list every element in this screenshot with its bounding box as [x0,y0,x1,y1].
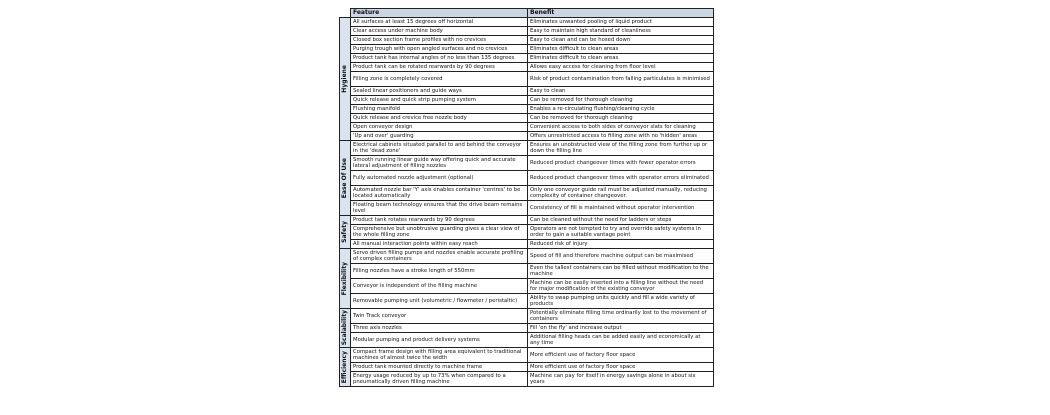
feature-cell: All surfaces at least 15 degrees off horizontal [351,18,528,27]
feature-cell: Quick release and crevice free nozzle body [351,114,528,123]
benefit-cell: More efficient use of factory floor space [528,348,714,363]
benefit-cell: Consistency of fill is maintained without operator intervention [528,201,714,216]
benefit-cell: Ability to swap pumping units quickly and fill a wide variety of products [528,294,714,309]
feature-cell: Compact frame design with filling area equivalent to traditional machines of almost twice the width [351,348,528,363]
feature-cell: All manual interaction points within easy reach [351,240,528,249]
table-row [340,264,714,279]
table-row [340,87,714,96]
feature-cell: Automated nozzle bar 'Y' axis enables container 'centres' to be located automatically [351,186,528,201]
benefit-cell: Easy to maintain high standard of cleanliness [528,27,714,36]
table-body [340,18,714,387]
benefit-cell: Additional filling heads can be added easily and economically at any time [528,333,714,348]
category-label: Flexibility [341,261,348,296]
feature-benefit-table [339,8,714,387]
table-row [340,96,714,105]
table-row [340,27,714,36]
table-row [340,279,714,294]
table-row [340,132,714,141]
benefit-cell: Easy to clean and can be hosed down [528,36,714,45]
table-row [340,186,714,201]
table-row [340,333,714,348]
table-row [340,240,714,249]
benefit-cell: Offers unrestricted access to filling zone with no 'hidden' areas [528,132,714,141]
feature-cell: Sealed linear positioners and guide ways [351,87,528,96]
table-row [340,141,714,156]
table-row [340,216,714,225]
feature-cell: Product tank can be rotated rearwards by 90 degrees [351,63,528,72]
benefit-cell: Machine can pay for itself in energy savings alone in about six years [528,372,714,387]
benefit-cell: Ensures an unobstructed view of the filling zone from further up or down the filling line [528,141,714,156]
feature-cell: Electrical cabinets situated parallel to and behind the conveyor in the 'dead zone' [351,141,528,156]
feature-cell: Product tank has internal angles of no less than 135 degrees [351,54,528,63]
category-cell [340,141,351,216]
benefit-cell: Can be removed for thorough cleaning [528,96,714,105]
table-row [340,63,714,72]
benefit-cell: Machine can be easily inserted into a filling line without the need for major modification of the existing conveyor [528,279,714,294]
table-row [340,171,714,186]
feature-benefit-sheet [339,8,713,387]
category-label: Efficiency [341,350,348,384]
feature-cell: Quick release and quick strip pumping system [351,96,528,105]
benefit-cell: Operators are not tempted to try and override safety systems in order to gain a suitable vantage point [528,225,714,240]
category-label: Scalability [341,310,348,346]
table-row [340,18,714,27]
table-row [340,45,714,54]
table-row [340,309,714,324]
table-row [340,54,714,63]
feature-cell: Conveyor is independent of the filling machine [351,279,528,294]
feature-cell: 'Up and over' guarding [351,132,528,141]
category-cell [340,216,351,249]
table-row [340,36,714,45]
benefit-cell: Can be cleaned without the need for ladders or steps [528,216,714,225]
category-cell [340,18,351,141]
feature-cell: Clear access under machine body [351,27,528,36]
table-row [340,294,714,309]
table-row [340,372,714,387]
category-label: Hygiene [341,65,348,93]
benefit-cell: Eliminates unwanted pooling of liquid product [528,18,714,27]
benefit-cell: Potentially eliminate filling time ordinarily lost to the movement of containers [528,309,714,324]
feature-cell: Fully automated nozzle adjustment (optional) [351,171,528,186]
benefit-cell: Fill 'on the fly' and increase output [528,324,714,333]
table-row [340,105,714,114]
table-row [340,156,714,171]
benefit-cell: Allows easy access for cleaning from floor level [528,63,714,72]
benefit-header: Benefit [528,9,714,18]
table-row [340,348,714,363]
table-row [340,201,714,216]
table-row [340,123,714,132]
header-row [340,9,714,18]
corner-cell [340,9,351,18]
table-row [340,324,714,333]
benefit-cell: Can be removed for thorough cleaning [528,114,714,123]
category-cell [340,309,351,348]
category-cell [340,249,351,309]
benefit-cell: More efficient use of factory floor space [528,363,714,372]
feature-cell: Filling nozzles have a stroke length of 550mm [351,264,528,279]
benefit-cell: Only one conveyor guide rail must be adjusted manually, reducing complexity of container changeover. [528,186,714,201]
category-cell [340,348,351,387]
table-row [340,225,714,240]
category-label: Safety [341,221,348,243]
feature-cell: Purging trough with open angled surfaces and no crevices [351,45,528,54]
feature-cell: Three axis nozzles [351,324,528,333]
benefit-cell: Reduced product changeover times with fewer operator errors [528,156,714,171]
table-row [340,72,714,87]
benefit-cell: Even the tallest containers can be filled without modification to the machine [528,264,714,279]
feature-cell: Comprehensive but unobtrusive guarding gives a clear view of the whole filling zone [351,225,528,240]
benefit-cell: Convenient access to both sides of conveyor slats for cleaning [528,123,714,132]
feature-cell: Servo driven filling pumps and nozzles enable accurate profiling of complex containers [351,249,528,264]
feature-header: Feature [351,9,528,18]
feature-cell: Product tank mounted directly to machine frame [351,363,528,372]
feature-cell: Closed box section frame profiles with no crevices [351,36,528,45]
benefit-cell: Eliminates difficult to clean areas [528,45,714,54]
category-label: Ease Of Use [341,157,348,199]
benefit-cell: Risk of product contamination from falling particulates is minimised [528,72,714,87]
feature-cell: Energy usage reduced by up to 73% when compared to a pneumatically driven filling machine [351,372,528,387]
feature-cell: Removable pumping unit (volumetric / flowmeter / peristaltic) [351,294,528,309]
table-row [340,114,714,123]
benefit-cell: Enables a re-circulating flushing/cleaning cycle [528,105,714,114]
feature-cell: Floating beam technology ensures that the drive beam remains level [351,201,528,216]
benefit-cell: Speed of fill and therefore machine output can be maximised [528,249,714,264]
feature-cell: Open conveyor design [351,123,528,132]
table-row [340,249,714,264]
benefit-cell: Eliminates difficult to clean areas [528,54,714,63]
benefit-cell: Easy to clean [528,87,714,96]
benefit-cell: Reduced product changeover times with operator errors eliminated [528,171,714,186]
feature-cell: Smooth running linear guide way offering quick and accurate lateral adjustment of filling nozzles [351,156,528,171]
feature-cell: Filling zone is completely covered [351,72,528,87]
feature-cell: Flushing manifold [351,105,528,114]
feature-cell: Twin Track conveyor [351,309,528,324]
benefit-cell: Reduced risk of injury [528,240,714,249]
table-row [340,363,714,372]
feature-cell: Modular pumping and product delivery systems [351,333,528,348]
feature-cell: Product tank rotates rearwards by 90 degrees [351,216,528,225]
